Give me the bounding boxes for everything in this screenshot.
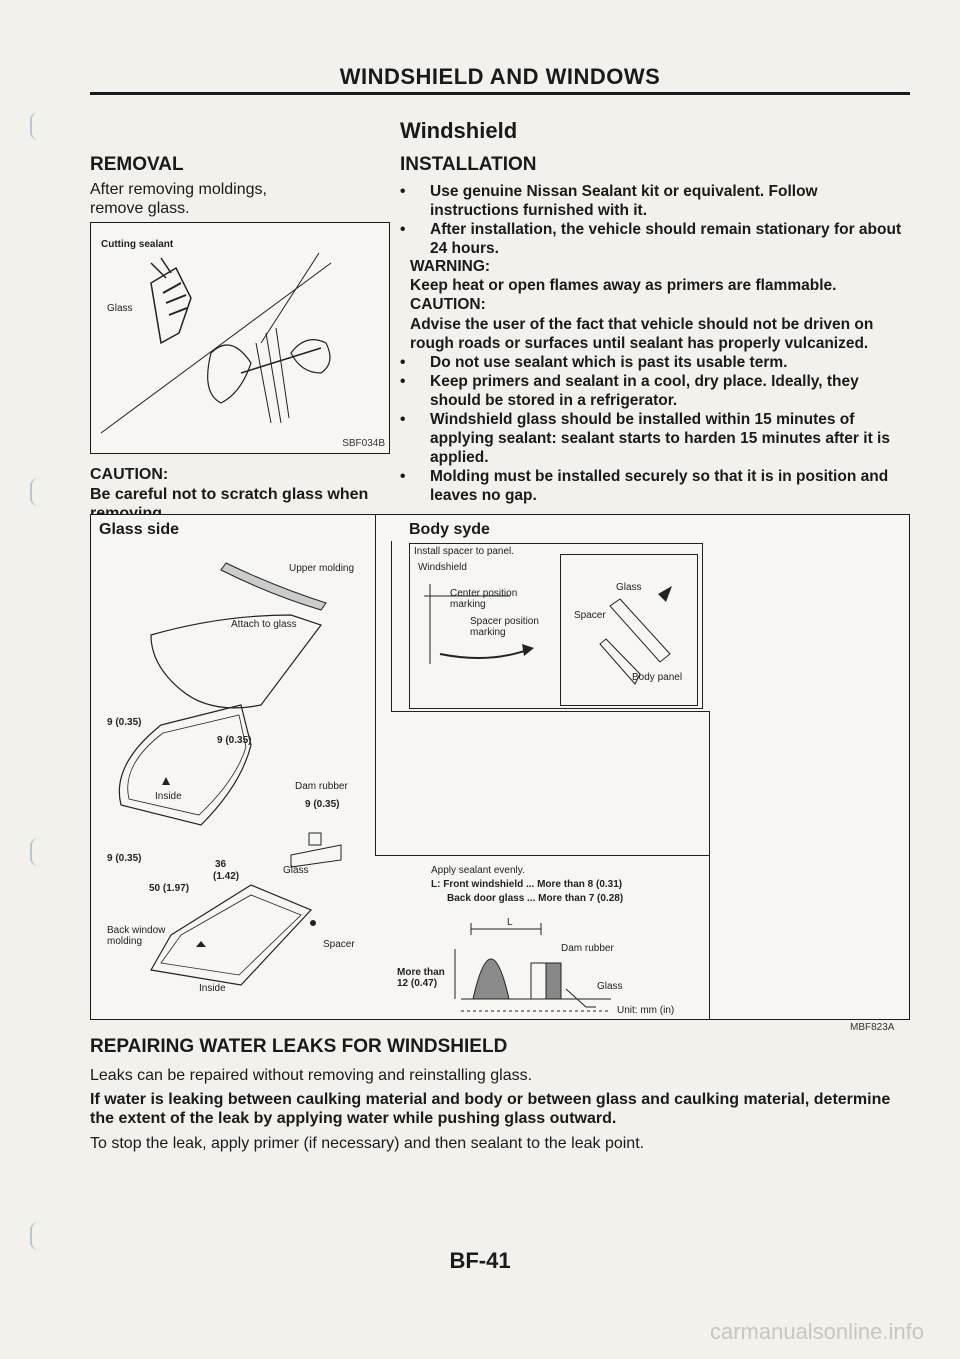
watermark: carmanualsonline.info	[709, 1319, 924, 1344]
label-unit: Unit: mm (in)	[617, 1005, 675, 1016]
warning-heading: WARNING:	[410, 258, 491, 275]
removal-text: After removing moldings, remove glass.	[90, 181, 267, 217]
label-apply-sealant: Apply sealant evenly.	[431, 865, 525, 876]
spacer-box	[409, 543, 703, 709]
figure-code: MBF823A	[850, 1022, 895, 1033]
binder-hole	[30, 112, 48, 140]
removal-heading: REMOVAL	[90, 154, 184, 175]
installation-bullets-bottom	[396, 353, 910, 505]
spacer-illustration	[410, 544, 702, 708]
bullet-item: • After installation, the vehicle should remain stationary for about 24 hours.	[396, 220, 910, 258]
installation-caution-text: Advise the user of the fact that vehicle should not be driven on rough roads or surfaces until sealant has properly vulcanized.	[410, 316, 874, 352]
label-back-window-molding: Back window molding	[107, 925, 166, 947]
label-inside: Inside	[155, 791, 182, 802]
label-center-position: Center position marking	[450, 588, 518, 610]
cutting-sealant-illustration	[91, 223, 389, 453]
divider	[391, 541, 392, 711]
divider	[375, 515, 376, 855]
warning-text: Keep heat or open flames away as primers are flammable.	[410, 277, 837, 294]
label-upper-molding: Upper molding	[289, 563, 355, 574]
label-spacer: Spacer	[323, 939, 355, 950]
label-dim: 9 (0.35)	[305, 799, 340, 810]
label-dim: 9 (0.35)	[217, 735, 252, 746]
repair-text-1: Leaks can be repaired without removing and reinstalling glass.	[90, 1067, 533, 1084]
installation-heading: INSTALLATION	[400, 154, 537, 175]
label-glass: Glass	[283, 865, 309, 876]
label-dim-36: 36	[215, 859, 227, 870]
glass-side-illustration	[91, 515, 371, 995]
repair-text-2: If water is leaking between caulking material and body or between glass and caulking material, determine the extent of the leak by applying water while pushing glass outward.	[90, 1091, 891, 1127]
bullet-item: • Windshield glass should be installed within 15 minutes of applying sealant: sealant starts to harden 15 minutes after it is applied.	[396, 410, 910, 467]
divider	[375, 855, 709, 856]
binder-hole	[30, 1222, 48, 1250]
label-front-windshield: L: Front windshield ... More than 8 (0.31)	[431, 879, 623, 890]
label-dim-142: (1.42)	[213, 871, 240, 882]
section-title: Windshield	[400, 118, 518, 143]
label-glass: Glass	[616, 582, 642, 593]
label-cutting-sealant: Cutting sealant	[101, 239, 174, 250]
glass-side-heading: Glass side	[99, 521, 180, 538]
label-body-panel: Body panel	[632, 672, 683, 683]
label-dam-rubber: Dam rubber	[561, 943, 614, 954]
label-glass: Glass	[107, 303, 133, 314]
repair-text-3: To stop the leak, apply primer (if necessary) and then sealant to the leak point.	[90, 1135, 645, 1152]
divider	[709, 855, 710, 1019]
removal-figure	[90, 222, 390, 454]
installation-bullets-top	[396, 182, 910, 258]
header-rule	[90, 92, 910, 95]
binder-hole	[30, 478, 48, 506]
label-install-spacer: Install spacer to panel.	[414, 546, 515, 557]
label-more-than-12: More than 12 (0.47)	[397, 967, 445, 989]
removal-caution-heading: CAUTION:	[90, 466, 169, 483]
label-spacer-position: Spacer position marking	[470, 616, 539, 638]
label-dim: 9 (0.35)	[107, 853, 142, 864]
label-inside: Inside	[199, 983, 226, 994]
label-back-door-glass: Back door glass ... More than 7 (0.28)	[447, 893, 624, 904]
sealant-profile	[391, 899, 691, 1019]
label-attach-to-glass: Attach to glass	[231, 619, 297, 630]
page-number: BF-41	[449, 1248, 511, 1273]
label-dim: 9 (0.35)	[107, 717, 142, 728]
label-spacer: Spacer	[574, 610, 606, 621]
repair-heading: REPAIRING WATER LEAKS FOR WINDSHIELD	[90, 1036, 508, 1057]
figure-code: SBF034B	[342, 438, 385, 449]
bullet-item: • Use genuine Nissan Sealant kit or equivalent. Follow instructions furnished with it.	[396, 182, 910, 220]
installation-caution-heading: CAUTION:	[410, 296, 486, 313]
body-side-heading: Body syde	[409, 521, 490, 538]
label-glass: Glass	[597, 981, 623, 992]
removal-caution-text: Be careful not to scratch glass when	[90, 486, 369, 503]
label-dim-L: L	[507, 917, 513, 928]
binder-hole	[30, 838, 48, 866]
sealant-figure	[90, 514, 910, 1020]
divider	[391, 711, 709, 712]
label-windshield: Windshield	[418, 562, 467, 573]
label-dim-50: 50 (1.97)	[149, 883, 190, 894]
label-dam-rubber: Dam rubber	[295, 781, 348, 792]
bullet-item: • Do not use sealant which is past its usable term.	[396, 353, 910, 372]
page-header-title: WINDSHIELD AND WINDOWS	[339, 64, 661, 89]
bullet-item: • Keep primers and sealant in a cool, dry place. Ideally, they should be stored in a refrigerator.	[396, 372, 910, 410]
bullet-item: • Molding must be installed securely so that it is in position and leaves no gap.	[396, 467, 910, 505]
divider	[709, 711, 710, 855]
